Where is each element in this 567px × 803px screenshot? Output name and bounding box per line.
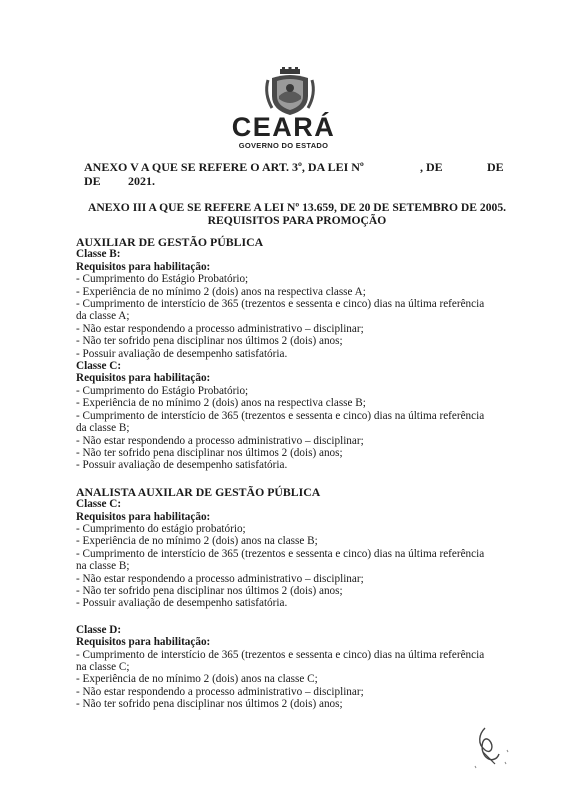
heading1-line2-part-a: DE (84, 174, 101, 188)
list-item: - Experiência de no mínimo 2 (dois) anos na respectiva classe A; (76, 285, 366, 298)
list-item: - Cumprimento de interstício de 365 (trezentos e sessenta e cinco) dias na última referência (76, 298, 485, 311)
list-item: - Cumprimento do estágio probatório; (76, 522, 246, 535)
list-item: - Experiência de no mínimo 2 (dois) anos na classe C; (76, 673, 318, 686)
list-item: - Não ter sofrido pena disciplinar nos últimos 2 (dois) anos; (76, 446, 343, 459)
list-item: da classe A; (76, 310, 130, 323)
brand-block (0, 114, 567, 150)
class-heading: Classe C: (76, 498, 122, 511)
heading1-line1-part-c: DE (487, 160, 504, 174)
list-item: - Não estar respondendo a processo administrativo – disciplinar; (76, 322, 364, 335)
requirements-label: Requisitos para habilitação: (76, 372, 211, 385)
list-item: - Não estar respondendo a processo administrativo – disciplinar; (76, 685, 364, 698)
list-item: - Não ter sofrido pena disciplinar nos últimos 2 (dois) anos; (76, 584, 343, 597)
class-heading: Classe B: (76, 248, 121, 261)
section-title: ANALISTA AUXILAR DE GESTÃO PÚBLICA (76, 484, 321, 499)
heading1-line2-part-b: 2021. (128, 174, 155, 188)
heading2-line2: REQUISITOS PARA PROMOÇÃO (207, 214, 387, 227)
list-item: na classe C; (76, 661, 130, 673)
list-item: - Cumprimento de interstício de 365 (trezentos e sessenta e cinco) dias na última referência (76, 648, 485, 661)
list-item: - Não estar respondendo a processo administrativo – disciplinar; (76, 434, 364, 447)
class-heading: Classe C: (76, 360, 122, 373)
list-item: - Cumprimento do Estágio Probatório; (76, 273, 249, 286)
requirements-label: Requisitos para habilitação: (76, 260, 211, 273)
list-item: - Possuir avaliação de desempenho satisfatória. (76, 597, 288, 610)
list-item: - Não estar respondendo a processo administrativo – disciplinar; (76, 572, 364, 585)
heading2-line1: ANEXO III A QUE SE REFERE A LEI Nº 13.659, DE 20 DE SETEMBRO DE 2005. (87, 201, 507, 214)
class-heading: Classe D: (76, 623, 122, 636)
annex-v-heading (84, 160, 510, 188)
brand-subtitle: GOVERNO DO ESTADO (238, 141, 329, 150)
requirements-label: Requisitos para habilitação: (76, 636, 211, 649)
heading1-line1-part-a: ANEXO V A QUE SE REFERE O ART. 3º, DA LEI Nº (84, 160, 364, 174)
list-item: - Experiência de no mínimo 2 (dois) anos na respectiva classe B; (76, 397, 366, 410)
list-item: - Possuir avaliação de desempenho satisfatória. (76, 347, 288, 360)
list-item: - Cumprimento de interstício de 365 (trezentos e sessenta e cinco) dias na última referência (76, 409, 485, 422)
list-item: - Possuir avaliação de desempenho satisfatória. (76, 459, 288, 472)
requirements-content (76, 236, 506, 711)
list-item: - Experiência de no mínimo 2 (dois) anos na classe B; (76, 535, 318, 548)
list-item: - Cumprimento de interstício de 365 (trezentos e sessenta e cinco) dias na última referência (76, 547, 485, 560)
brand-name: CEARÁ (231, 112, 336, 142)
list-item: da classe B; (76, 422, 130, 435)
section-title: AUXILIAR DE GESTÃO PÚBLICA (76, 235, 264, 249)
list-item: - Não ter sofrido pena disciplinar nos últimos 2 (dois) anos; (76, 698, 343, 711)
annex-iii-heading (84, 201, 510, 227)
requirements-label: Requisitos para habilitação: (76, 510, 211, 523)
handwritten-signature-mark (455, 720, 525, 780)
list-item: - Cumprimento do Estágio Probatório; (76, 384, 249, 397)
heading1-line1-part-b: , DE (420, 160, 443, 174)
state-coat-of-arms-icon (262, 66, 318, 116)
list-item: na classe B; (76, 560, 130, 573)
list-item: - Não ter sofrido pena disciplinar nos últimos 2 (dois) anos; (76, 335, 343, 348)
